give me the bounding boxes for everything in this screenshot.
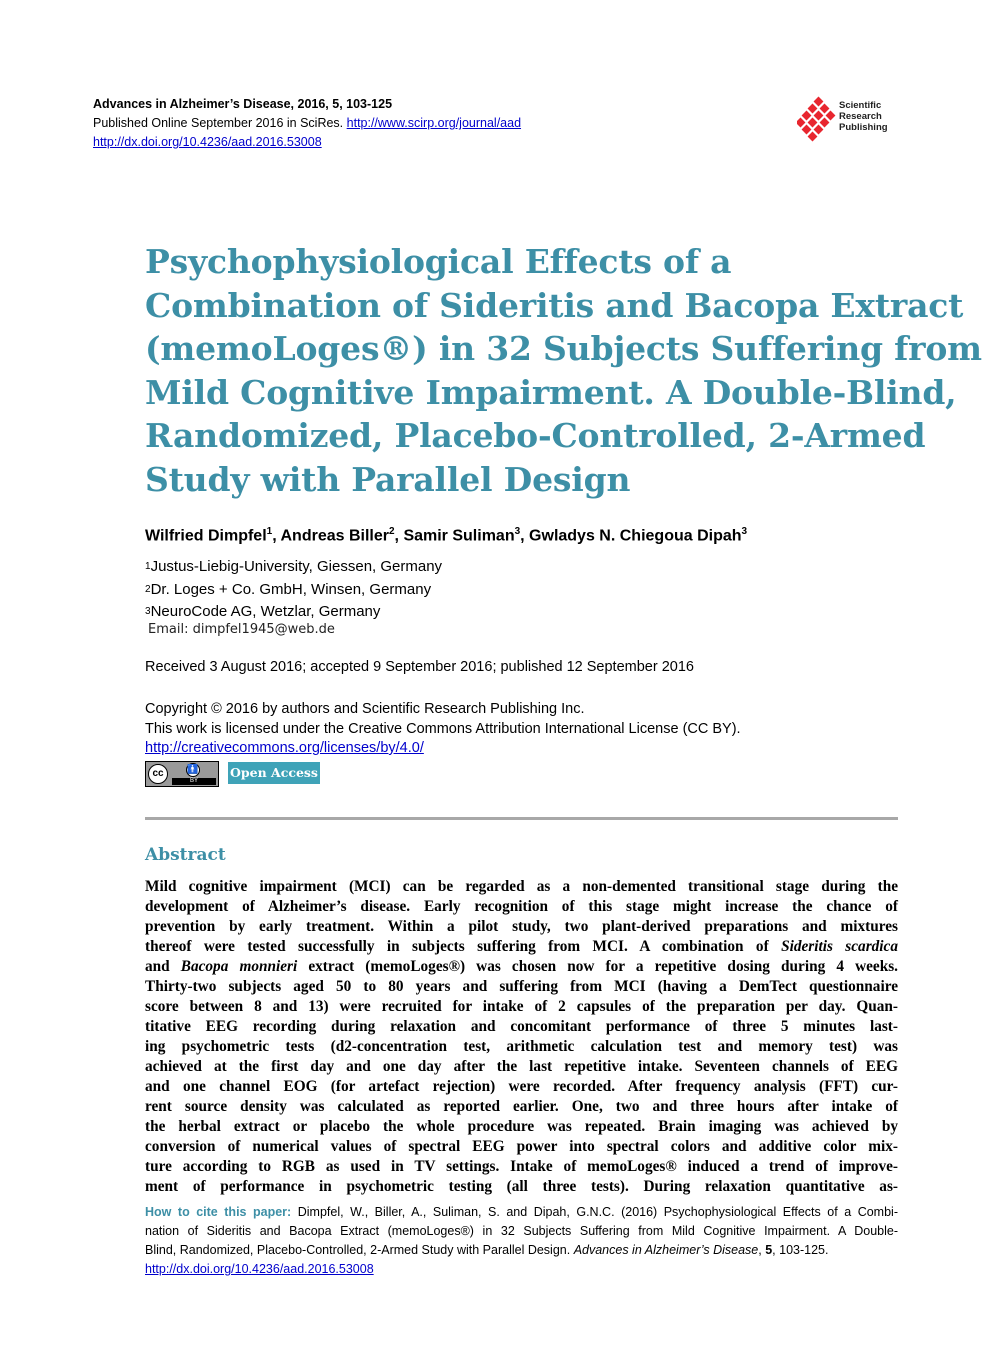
abstract-line: development of Alzheimer’s disease. Early recognition of this stage might increase the chance of <box>145 898 898 915</box>
paper-title <box>145 240 982 501</box>
cite-text: Dimpfel, W., Biller, A., Suliman, S. and Dipah, G.N.C. (2016) Psychophysiological Effects of a Combi- <box>297 1205 898 1219</box>
abstract-line: Mild cognitive impairment (MCI) can be regarded as a non-demented transitional stage during the <box>145 878 898 895</box>
affiliation-sup: 1 <box>145 561 151 572</box>
abstract-line: titative EEG recording during relaxation and concomitant performance of three 5 minutes last- <box>145 1018 898 1035</box>
abstract-line: the herbal extract or placebo the whole procedure was repeated. Brain imaging was achieved by <box>145 1118 898 1135</box>
abstract-line: ture according to RGB as used in TV settings. Intake of memoLoges® induced a trend of improve- <box>145 1158 898 1175</box>
author-name: Andreas Biller <box>280 527 389 545</box>
email[interactable]: Email: dimpfel1945@web.de <box>148 622 335 637</box>
abstract-heading: Abstract <box>145 845 226 865</box>
logo-line-3: Publishing <box>839 122 888 133</box>
abstract-line: conversion of numerical values of spectral EEG power into spectral colors and additive color mix- <box>145 1138 898 1155</box>
cite-sep: , <box>758 1243 766 1257</box>
abstract-line: ment of performance in psychometric testing (all three tests). During relaxation quantitative as- <box>145 1178 898 1195</box>
journal-citation: Advances in Alzheimer’s Disease, 2016, 5, 103-125 <box>93 97 393 111</box>
affiliation <box>145 580 442 603</box>
author-name: Samir Suliman <box>403 527 515 545</box>
by-label: BY <box>172 778 216 785</box>
cite-line-1 <box>145 1203 898 1222</box>
how-to-cite <box>145 1203 898 1279</box>
cc-by-badge[interactable] <box>145 761 219 787</box>
abstract-line: ing psychometric tests (d2-concentration test, arithmetic calculation test and memory test) was <box>145 1038 898 1055</box>
abstract-line: score between 8 and 13) were recruited for intake of 2 capsules of the preparation per day. Quan- <box>145 998 898 1015</box>
copyright-block <box>145 700 741 759</box>
cite-label: How to cite this paper: <box>145 1205 292 1219</box>
author-list <box>145 526 747 545</box>
title-line: (memoLoges®) in 32 Subjects Suffering from <box>145 329 982 368</box>
author-sup: 1 <box>266 526 273 537</box>
cite-line-2: nation of Sideritis and Bacopa Extract (memoLoges®) in 32 Subjects Suffering from Mild Cognitive Impairment. A Double- <box>145 1224 898 1238</box>
affiliation-text: Dr. Loges + Co. GmbH, Winsen, Germany <box>150 580 432 598</box>
affiliation-text: NeuroCode AG, Wetzlar, Germany <box>150 603 381 620</box>
author-sup: 3 <box>741 526 748 537</box>
abstract-line: Thirty-two subjects aged 50 to 80 years and suffering from MCI (having a DemTect questionnaire <box>145 978 898 995</box>
abstract-line: and Bacopa monnieri extract (memoLoges®) was chosen now for a repetitive dosing during 4 weeks. <box>145 958 899 975</box>
doi-link[interactable]: http://dx.doi.org/10.4236/aad.2016.53008 <box>93 135 322 149</box>
published-line <box>93 114 521 133</box>
cite-pages: , 103-125. <box>772 1243 829 1257</box>
affiliations <box>145 557 442 625</box>
author-name: Wilfried Dimpfel <box>145 527 267 545</box>
title-line: Randomized, Placebo-Controlled, 2-Armed <box>145 416 926 455</box>
title-line: Psychophysiological Effects of a <box>145 242 732 281</box>
author-sep: , <box>520 527 530 545</box>
species-name: Sideritis scardica <box>781 938 898 955</box>
abstract-line: and one channel EOG (for artefact rejection) were recorded. After frequency analysis (FFT) cur- <box>145 1078 898 1095</box>
scirp-logo-icon <box>797 96 839 142</box>
title-line: Mild Cognitive Impairment. A Double-Blind, <box>145 372 957 412</box>
copyright-line: Copyright © 2016 by authors and Scientific Research Publishing Inc. <box>145 701 585 717</box>
logo-line-1: Scientific <box>839 100 882 111</box>
author-sup: 3 <box>514 526 521 537</box>
logo-line-2: Research <box>839 111 882 122</box>
cite-text: Blind, Randomized, Placebo-Controlled, 2-Armed Study with Parallel Design. <box>145 1243 574 1257</box>
title-line: Study with Parallel Design <box>145 459 631 499</box>
abstract-body <box>145 877 898 1197</box>
person-icon: 🚹 <box>186 763 200 777</box>
section-divider <box>145 817 898 820</box>
title-line: Combination of Sideritis and Bacopa Extract <box>145 285 964 325</box>
author-sup: 2 <box>388 526 395 537</box>
author-sep: , <box>272 527 281 545</box>
open-access-badge[interactable]: Open Access <box>228 762 320 784</box>
journal-link[interactable]: http://www.scirp.org/journal/aad <box>346 116 522 130</box>
cite-journal: Advances in Alzheimer’s Disease <box>573 1243 759 1257</box>
license-line: This work is licensed under the Creative Commons Attribution International License (CC BY). <box>145 720 741 737</box>
abstract-line: thereof were tested successfully in subjects suffering from MCI. A combination of Sideritis scardica <box>145 938 898 955</box>
cite-volume: 5 <box>765 1243 773 1257</box>
scirp-logo-text <box>839 100 888 133</box>
journal-header <box>93 95 521 152</box>
cc-icon: cc <box>148 764 168 784</box>
affiliation-sup: 2 <box>145 583 151 595</box>
species-name: Bacopa monnieri <box>180 958 298 975</box>
license-link[interactable]: http://creativecommons.org/licenses/by/4.0/ <box>145 740 424 756</box>
cite-line-3 <box>145 1241 898 1260</box>
cite-doi-link[interactable]: http://dx.doi.org/10.4236/aad.2016.53008 <box>145 1262 374 1276</box>
abstract-line: rent source density was calculated as reported earlier. One, two and three hours after intake of <box>145 1098 898 1115</box>
author-name: Gwladys N. Chiegoua Dipah <box>529 527 742 545</box>
abstract-line: achieved at the first day and one day after the last repetitive intake. Seventeen channels of EEG <box>145 1058 898 1075</box>
published-text: Published Online September 2016 in SciRes. <box>93 116 344 130</box>
affiliation-text: Justus-Liebig-University, Giessen, Germany <box>150 558 443 575</box>
author-sep: , <box>394 527 404 545</box>
affiliation <box>145 557 442 580</box>
abstract-line: prevention by early treatment. Within a pilot study, two plant-derived preparations and mixtures <box>145 918 898 935</box>
scirp-logo <box>797 96 907 142</box>
received-dates: Received 3 August 2016; accepted 9 September 2016; published 12 September 2016 <box>145 659 694 675</box>
affiliation-sup: 3 <box>145 606 151 617</box>
